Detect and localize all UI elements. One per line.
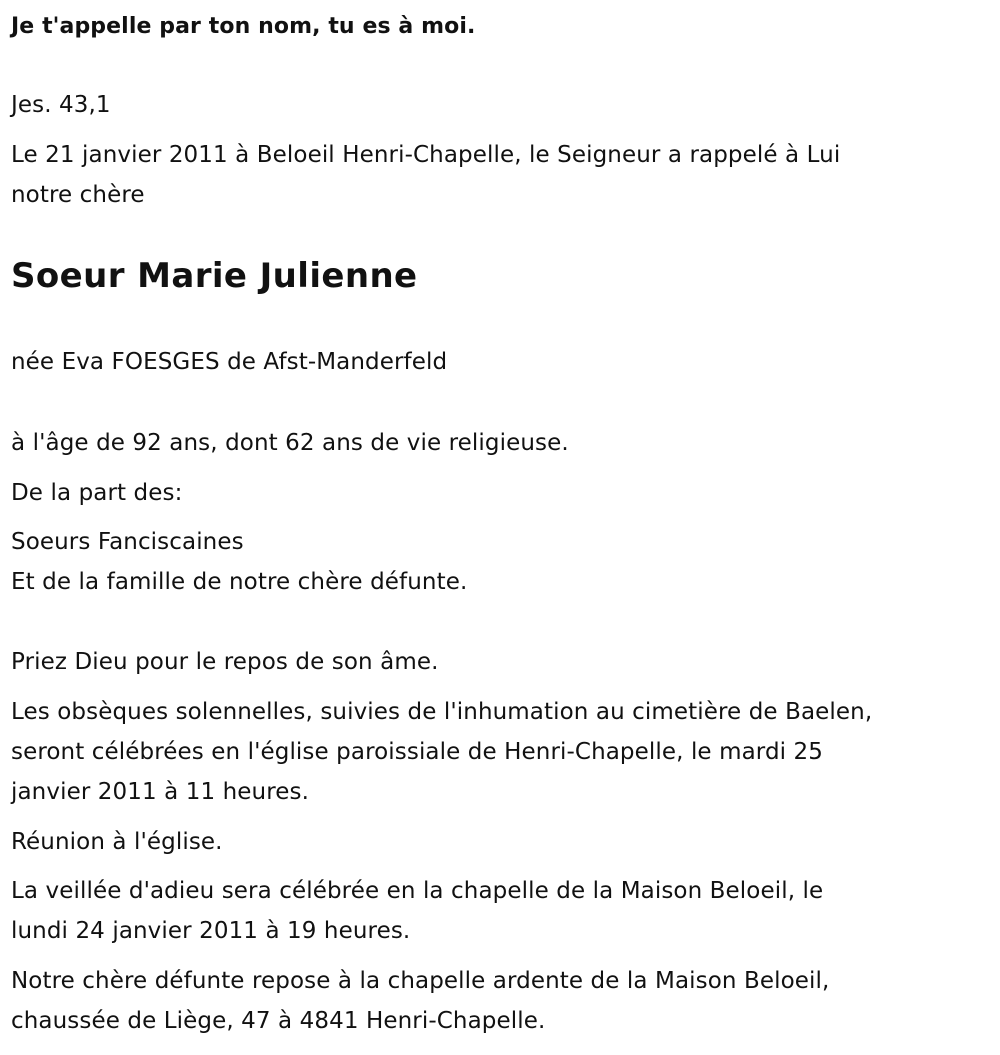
- resting-line-1: Notre chère défunte repose à la chapelle ardente de la Maison Beloeil,: [11, 968, 830, 994]
- deceased-name: Soeur Marie Julienne: [11, 256, 418, 296]
- intro-line-1: Le 21 janvier 2011 à Beloeil Henri-Chapelle, le Seigneur a rappelé à Lui: [11, 142, 841, 168]
- vigil-line-2: lundi 24 janvier 2011 à 19 heures.: [11, 918, 411, 944]
- on-behalf-label: De la part des:: [11, 480, 183, 506]
- family-line-1: Soeurs Fanciscaines: [11, 529, 244, 555]
- family-line-2: Et de la famille de notre chère défunte.: [11, 569, 468, 595]
- epigraph: Je t'appelle par ton nom, tu es à moi.: [11, 14, 476, 39]
- birth-name: née Eva FOESGES de Afst-Manderfeld: [11, 349, 448, 375]
- funeral-line-1: Les obsèques solennelles, suivies de l'inhumation au cimetière de Baelen,: [11, 699, 873, 725]
- funeral-line-3: janvier 2011 à 11 heures.: [11, 779, 310, 805]
- bible-reference: Jes. 43,1: [11, 92, 111, 118]
- intro-line-2: notre chère: [11, 182, 145, 208]
- meeting-line: Réunion à l'église.: [11, 829, 223, 855]
- age-line: à l'âge de 92 ans, dont 62 ans de vie religieuse.: [11, 430, 569, 456]
- funeral-line-2: seront célébrées en l'église paroissiale de Henri-Chapelle, le mardi 25: [11, 739, 824, 765]
- prayer-line: Priez Dieu pour le repos de son âme.: [11, 649, 439, 675]
- vigil-line-1: La veillée d'adieu sera célébrée en la chapelle de la Maison Beloeil, le: [11, 878, 824, 904]
- resting-line-2: chaussée de Liège, 47 à 4841 Henri-Chapelle.: [11, 1008, 546, 1034]
